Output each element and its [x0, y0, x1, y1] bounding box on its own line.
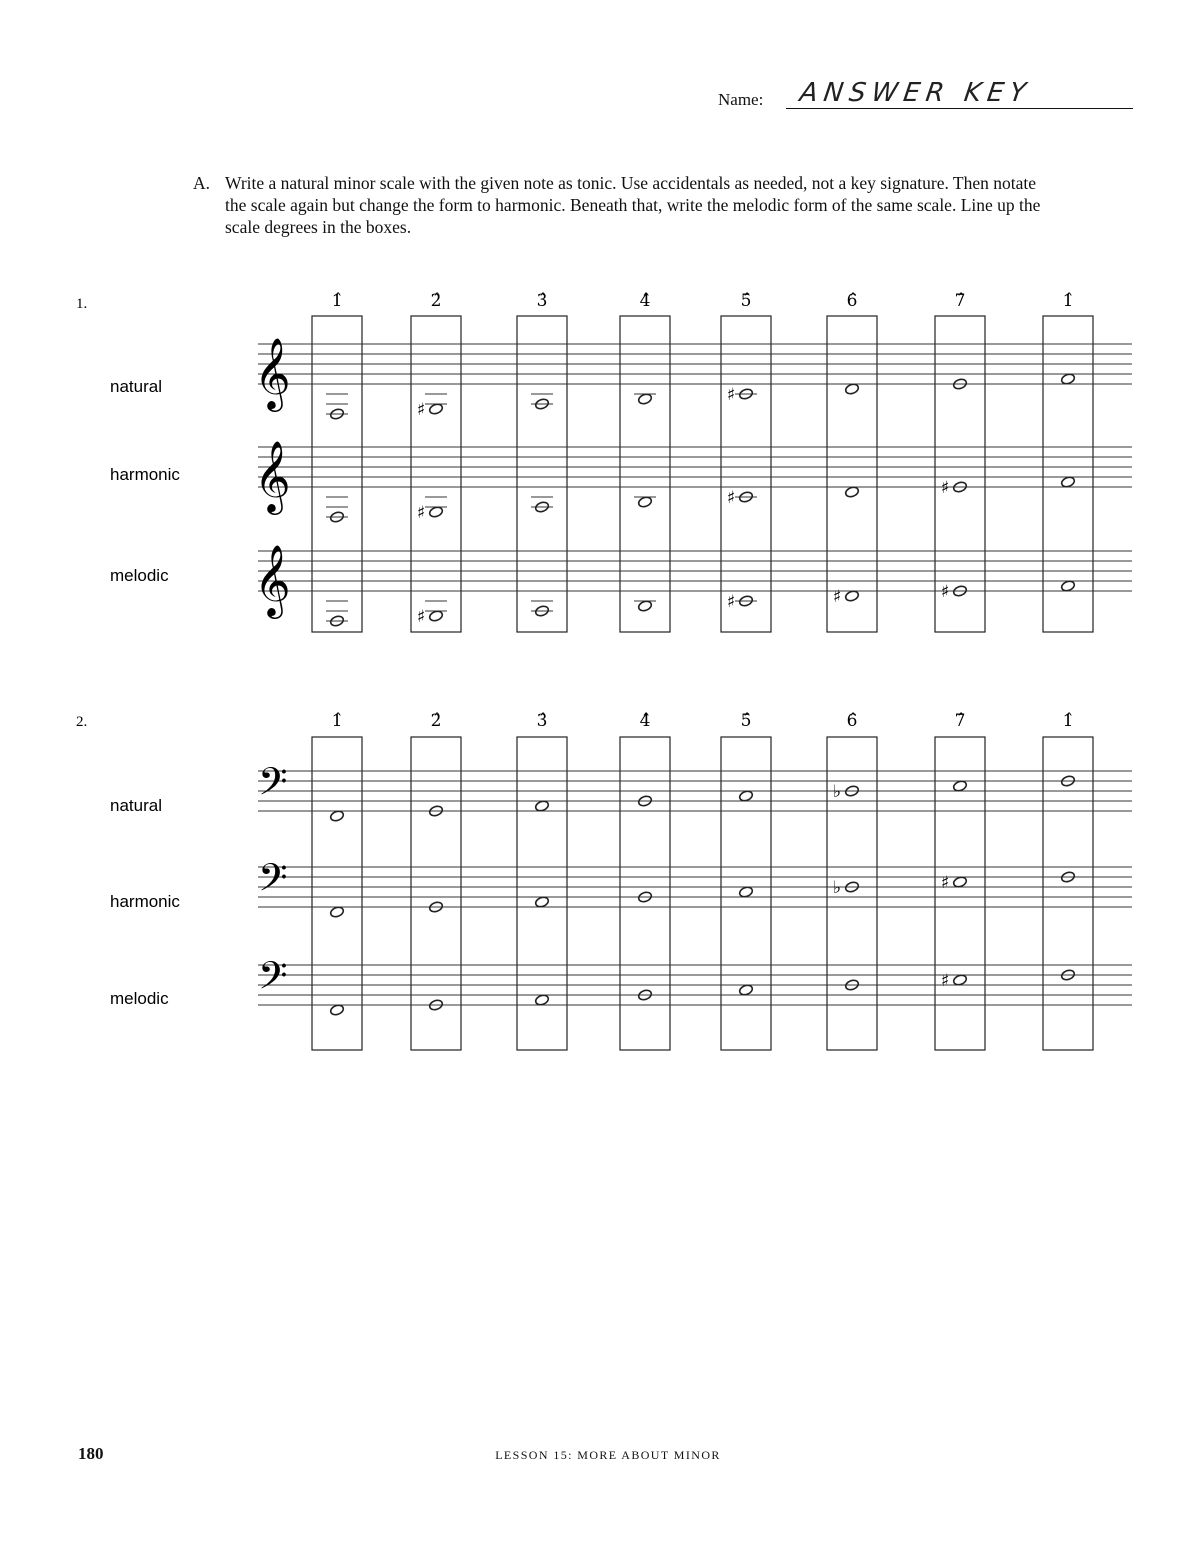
degree-box [620, 316, 670, 632]
degree-box [827, 316, 877, 632]
degree-box [411, 316, 461, 632]
exercise-number: 2. [76, 714, 88, 730]
whole-note [952, 780, 967, 793]
whole-note [637, 496, 652, 509]
whole-note [1060, 476, 1075, 489]
scale-degree-label: 3̂ [536, 711, 548, 731]
whole-note [844, 383, 859, 396]
staff-harmonic [110, 439, 1132, 523]
staff-melodic [110, 953, 1132, 1016]
accidental: ♭ [832, 782, 842, 802]
scale-degree-label: 6̂ [846, 711, 858, 731]
whole-note [738, 790, 753, 803]
whole-note [1060, 580, 1075, 593]
name-label: Name: [718, 90, 764, 109]
accidental: ♯ [416, 400, 426, 420]
staff-label: harmonic [110, 465, 180, 484]
accidental: ♯ [940, 478, 950, 498]
staff-label: harmonic [110, 892, 180, 911]
scale-degree-label: 1̂ [331, 711, 343, 731]
whole-note [428, 610, 443, 623]
scale-degree-label: 4̂ [639, 711, 651, 731]
accidental: ♯ [940, 582, 950, 602]
staff-melodic [110, 543, 1132, 627]
staff-natural [110, 759, 1132, 822]
treble-clef: 𝄞 [254, 336, 291, 409]
staff-label: melodic [110, 989, 169, 1008]
accidental: ♭ [832, 878, 842, 898]
whole-note [428, 506, 443, 519]
degree-box [411, 737, 461, 1050]
scale-degree-label: 3̂ [536, 291, 548, 311]
whole-note [738, 984, 753, 997]
staff-label: natural [110, 796, 162, 815]
scale-degree-label: 1̂ [1062, 291, 1074, 311]
whole-note [637, 600, 652, 613]
bass-clef: 𝄢 [258, 953, 288, 1007]
exercise-2 [76, 711, 1132, 1050]
whole-note [738, 886, 753, 899]
scale-degree-label: 1̂ [1062, 711, 1074, 731]
whole-note [1060, 373, 1075, 386]
section-letter: A. [193, 173, 211, 193]
bass-clef: 𝄢 [258, 855, 288, 909]
exercise-1 [76, 291, 1132, 632]
whole-note [534, 800, 549, 813]
degree-box [517, 737, 567, 1050]
treble-clef: 𝄞 [254, 543, 291, 616]
whole-note [534, 896, 549, 909]
accidental: ♯ [940, 971, 950, 991]
whole-note [329, 1004, 344, 1017]
degree-box [312, 737, 362, 1050]
degree-box [312, 316, 362, 632]
whole-note [844, 590, 859, 603]
accidental: ♯ [726, 385, 736, 405]
whole-note [844, 486, 859, 499]
scale-degree-label: 6̂ [846, 291, 858, 311]
staff-label: natural [110, 377, 162, 396]
whole-note [952, 876, 967, 889]
accidental: ♯ [726, 488, 736, 508]
degree-box [721, 737, 771, 1050]
accidental: ♯ [832, 587, 842, 607]
whole-note [428, 403, 443, 416]
scale-degree-label: 7̂ [954, 711, 966, 731]
scale-degree-label: 7̂ [954, 291, 966, 311]
staff-label: melodic [110, 566, 169, 585]
staff-natural [110, 336, 1132, 420]
accidental: ♯ [940, 873, 950, 893]
degree-box [1043, 316, 1093, 632]
lesson-footer: LESSON 15: MORE ABOUT MINOR [495, 1448, 721, 1462]
accidental: ♯ [416, 607, 426, 627]
scale-degree-label: 2̂ [430, 711, 442, 731]
instructions-text: Write a natural minor scale with the given note as tonic. Use accidentals as needed, not a key signature. Then notate the scale again but change the form to harmonic. Beneath that, write the melodic form of the same scale. Line up the scale degrees in the boxes. [225, 173, 1041, 237]
accidental: ♯ [726, 592, 736, 612]
degree-box [620, 737, 670, 1050]
whole-note [329, 810, 344, 823]
degree-box [1043, 737, 1093, 1050]
accidental: ♯ [416, 503, 426, 523]
scale-degree-label: 4̂ [639, 291, 651, 311]
treble-clef: 𝄞 [254, 439, 291, 512]
scale-degree-label: 1̂ [331, 291, 343, 311]
exercise-number: 1. [76, 296, 88, 312]
scale-degree-label: 5̂ [740, 711, 752, 731]
degree-box [935, 737, 985, 1050]
degree-box [517, 316, 567, 632]
staff-harmonic [110, 855, 1132, 918]
whole-note [329, 906, 344, 919]
scale-degree-label: 2̂ [430, 291, 442, 311]
bass-clef: 𝄢 [258, 759, 288, 813]
whole-note [637, 393, 652, 406]
scale-degree-label: 5̂ [740, 291, 752, 311]
degree-box [721, 316, 771, 632]
whole-note [534, 994, 549, 1007]
whole-note [952, 974, 967, 987]
name-handwritten-value: ANSWER KEY [797, 78, 1034, 108]
page-number: 180 [78, 1444, 104, 1463]
